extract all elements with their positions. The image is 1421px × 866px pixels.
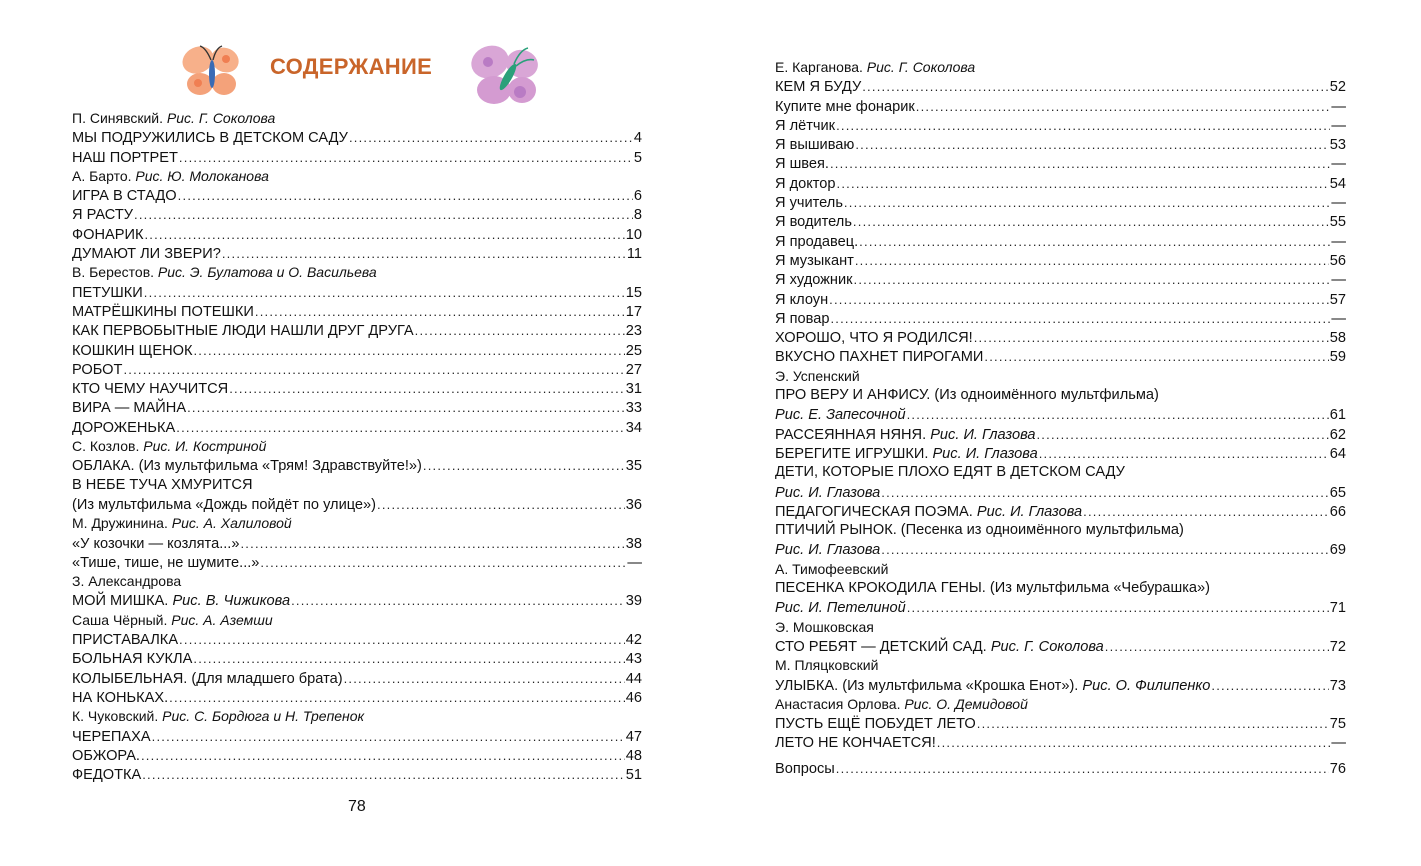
- entry-title: Я доктор: [775, 175, 836, 192]
- entry-title: ПЕДАГОГИЧЕСКАЯ ПОЭМА.: [775, 503, 973, 520]
- toc-entry: [775, 483, 1346, 502]
- illustrator: Рис. А. Халиловой: [171, 515, 292, 532]
- dot-leader: [291, 591, 625, 610]
- page-ref: 15: [625, 284, 642, 301]
- page-ref: 23: [625, 323, 642, 340]
- page-ref: 34: [625, 419, 642, 436]
- dot-leader: [187, 398, 625, 417]
- entry-title: КОШКИН ЩЕНОК: [72, 342, 193, 359]
- toc-entry: [72, 244, 642, 263]
- page-ref: 57: [1329, 291, 1346, 308]
- page-ref: 10: [625, 226, 642, 243]
- entry-title: ВКУСНО ПАХНЕТ ПИРОГАМИ: [775, 349, 984, 366]
- toc-entry: [775, 328, 1346, 347]
- entry-title: В НЕБЕ ТУЧА ХМУРИТСЯ: [72, 476, 253, 493]
- entry-title: МЫ ПОДРУЖИЛИСЬ В ДЕТСКОМ САДУ: [72, 130, 348, 147]
- entry-title: ЧЕРЕПАХА: [72, 728, 151, 745]
- page-ref: 59: [1329, 349, 1346, 366]
- entry-title: Я учитель: [775, 195, 843, 212]
- toc-entry: [72, 225, 642, 244]
- page-ref: 6: [633, 188, 642, 205]
- toc-entry: [72, 746, 642, 765]
- toc-entry: [775, 154, 1346, 173]
- toc-entry: [72, 418, 642, 437]
- entry-title: (Из мультфильма «Дождь пойдёт по улице»): [72, 496, 377, 513]
- dot-leader: [134, 205, 633, 224]
- entry-title: Я водитель: [775, 214, 852, 231]
- entry-title: ДОРОЖЕНЬКА: [72, 419, 176, 436]
- toc-left-column: [72, 109, 642, 784]
- page-ref: 55: [1329, 214, 1346, 231]
- dot-leader: [916, 97, 1331, 116]
- dot-leader: [1083, 502, 1329, 521]
- illustrator: Рис. Е. Запесочной: [775, 407, 906, 424]
- dot-leader: [144, 283, 625, 302]
- entry-title: НАШ ПОРТРЕТ: [72, 149, 178, 166]
- author-name: М. Пляцковский: [775, 657, 879, 674]
- toc-entry: [775, 733, 1346, 752]
- author-name: П. Синявский.: [72, 110, 164, 126]
- toc-entry: [775, 232, 1346, 251]
- toc-entry: [775, 425, 1346, 444]
- entry-title: Я лётчик: [775, 117, 836, 134]
- page-ref: 61: [1329, 407, 1346, 424]
- toc-entry: [775, 714, 1346, 733]
- entry-title: ОБЖОРА.: [72, 747, 140, 764]
- author-line: [775, 560, 1346, 579]
- toc-entry: [72, 553, 642, 572]
- illustrator: Рис. Г. Соколова: [166, 110, 276, 126]
- entry-title: ПЕСЕНКА КРОКОДИЛА ГЕНЫ. (Из мультфильма «Чебурашка»): [775, 580, 1211, 597]
- butterfly-right-icon: [468, 40, 544, 110]
- entry-title: ПРО ВЕРУ И АНФИСУ. (Из одноимённого мультфильма): [775, 387, 1159, 404]
- toc-entry: [72, 669, 642, 688]
- illustrator: Рис. Ю. Молоканова: [135, 167, 269, 184]
- toc-entry: [775, 135, 1346, 154]
- page-ref: 38: [625, 535, 642, 552]
- dot-leader: [1211, 676, 1328, 695]
- entry-title: МОЙ МИШКА.: [72, 593, 169, 610]
- illustrator: Рис. В. Чижикова: [172, 593, 291, 610]
- entry-title: ОБЛАКА. (Из мультфильма «Трям! Здравствуйте!»): [72, 458, 422, 475]
- page-ref: 27: [625, 361, 642, 378]
- dot-leader: [415, 321, 625, 340]
- toc-entry: [72, 321, 642, 340]
- entry-title: ЛЕТО НЕ КОНЧАЕТСЯ!: [775, 735, 936, 752]
- author-line: [72, 109, 642, 128]
- illustrator: Рис. С. Бордюга и Н. Трепенок: [162, 708, 365, 725]
- entry-title: «Тише, тише, не шумите...»: [72, 554, 260, 571]
- page-number: 78: [348, 798, 366, 815]
- toc-entry: [775, 174, 1346, 193]
- toc-entry: [72, 148, 642, 167]
- toc-entry: [72, 630, 642, 649]
- entry-title: ХОРОШО, ЧТО Я РОДИЛСЯ!: [775, 330, 973, 347]
- author-line: [72, 611, 642, 630]
- illustrator: Рис. И. Глазова: [932, 445, 1038, 462]
- illustrator: Рис. Г. Соколова: [866, 59, 976, 75]
- entry-title: ФЕДОТКА: [72, 767, 142, 784]
- dot-leader: [144, 225, 624, 244]
- dot-leader: [240, 534, 624, 553]
- illustrator: Рис. О. Филипенко: [1082, 677, 1211, 694]
- dot-leader: [229, 379, 625, 398]
- left-page: [0, 0, 710, 866]
- illustrator: Рис. Г. Соколова: [990, 638, 1104, 655]
- entry-title: «У козочки — козлята...»: [72, 535, 240, 552]
- dot-leader: [1105, 637, 1329, 656]
- entry-title: ПТИЧИЙ РЫНОК. (Песенка из одноимённого мультфильма): [775, 522, 1184, 539]
- dot-leader: [193, 341, 624, 360]
- illustrator: Рис. И. Глазова: [775, 484, 881, 501]
- entry-title: ВИРА — МАЙНА: [72, 400, 187, 417]
- author-name: Е. Карганова.: [775, 59, 863, 75]
- toc-entry: [72, 456, 642, 475]
- dot-leader: [142, 765, 625, 784]
- page-ref: 33: [625, 400, 642, 417]
- toc-entry: [72, 360, 642, 379]
- toc-right-column: [775, 58, 1346, 778]
- toc-entry: [775, 193, 1346, 212]
- page-ref: 66: [1329, 503, 1346, 520]
- dot-leader: [837, 174, 1329, 193]
- author-name: К. Чуковский.: [72, 708, 159, 725]
- toc-entry: [72, 495, 642, 514]
- dot-leader: [1039, 444, 1329, 463]
- page-ref: 62: [1329, 426, 1346, 443]
- author-line: [775, 656, 1346, 675]
- entry-title: ДЕТИ, КОТОРЫЕ ПЛОХО ЕДЯТ В ДЕТСКОМ САДУ: [775, 464, 1125, 481]
- dot-leader: [974, 328, 1329, 347]
- page-ref: —: [1331, 98, 1346, 115]
- illustrator: Рис. А. Аземши: [171, 611, 273, 628]
- illustrator: Рис. И. Костриной: [143, 438, 267, 455]
- toc-entry: [775, 347, 1346, 366]
- author-line: [72, 572, 642, 591]
- author-name: Анастасия Орлова.: [775, 695, 901, 712]
- page-ref: 69: [1329, 542, 1346, 559]
- entry-title: ПЕТУШКИ: [72, 284, 143, 301]
- dot-leader: [836, 759, 1329, 778]
- page-ref: 52: [1329, 79, 1346, 96]
- entry-title: Вопросы: [775, 760, 835, 777]
- toc-entry: [775, 444, 1346, 463]
- dot-leader: [169, 688, 625, 707]
- illustrator: Рис. И. Глазова: [976, 503, 1083, 520]
- entry-title: ФОНАРИК: [72, 226, 144, 243]
- page-ref: 36: [625, 496, 642, 513]
- toc-entry: [72, 591, 642, 610]
- author-line: [72, 514, 642, 533]
- toc-entry: [72, 186, 642, 205]
- page-ref: 73: [1329, 677, 1346, 694]
- toc-entry: [775, 290, 1346, 309]
- page-ref: 42: [625, 632, 642, 649]
- page-ref: —: [1331, 735, 1346, 752]
- author-line: [775, 58, 1346, 77]
- author-line: [775, 367, 1346, 386]
- entry-title: БОЛЬНАЯ КУКЛА: [72, 651, 193, 668]
- page-ref: 58: [1329, 330, 1346, 347]
- dot-leader: [881, 540, 1328, 559]
- dot-leader: [179, 630, 625, 649]
- page-ref: 53: [1329, 137, 1346, 154]
- toc-entry: [72, 649, 642, 668]
- page-ref: 46: [625, 689, 642, 706]
- toc-entry: [775, 386, 1346, 405]
- dot-leader: [836, 116, 1330, 135]
- toc-entry: [775, 463, 1346, 482]
- dot-leader: [176, 418, 625, 437]
- toc-entry: [72, 476, 642, 495]
- right-page: [710, 0, 1421, 866]
- dot-leader: [1036, 425, 1328, 444]
- toc-entry: [775, 521, 1346, 540]
- toc-entry: [775, 676, 1346, 695]
- author-name: З. Александрова: [72, 573, 182, 590]
- page-ref: 75: [1329, 716, 1346, 733]
- dot-leader: [984, 347, 1328, 366]
- dot-leader: [141, 746, 625, 765]
- dot-leader: [862, 77, 1329, 96]
- entry-title: Я повар: [775, 310, 830, 327]
- dot-leader: [123, 360, 624, 379]
- entry-title: ИГРА В СТАДО: [72, 188, 177, 205]
- dot-leader: [377, 495, 625, 514]
- dot-leader: [853, 212, 1329, 231]
- page-ref: 56: [1329, 252, 1346, 269]
- toc-entry: [775, 309, 1346, 328]
- toc-entry: [72, 379, 642, 398]
- page-ref: 35: [625, 458, 642, 475]
- author-line: [775, 695, 1346, 714]
- entry-title: Я клоун: [775, 291, 829, 308]
- illustrator: Рис. И. Петелиной: [775, 600, 906, 617]
- page-ref: —: [1331, 272, 1346, 289]
- dot-leader: [222, 244, 626, 263]
- toc-entry: [775, 579, 1346, 598]
- page-ref: —: [1331, 195, 1346, 212]
- page-ref: 43: [625, 651, 642, 668]
- toc-entry: [72, 398, 642, 417]
- page-ref: 48: [625, 747, 642, 764]
- dot-leader: [193, 649, 624, 668]
- page-ref: 44: [625, 670, 642, 687]
- dot-leader: [423, 456, 625, 475]
- entry-title: Я вышиваю: [775, 137, 855, 154]
- author-name: Э. Успенский: [775, 367, 860, 384]
- dot-leader: [349, 128, 633, 147]
- dot-leader: [830, 154, 1330, 173]
- author-name: А. Барто.: [72, 167, 132, 184]
- toc-entry: [72, 688, 642, 707]
- toc-entry: [775, 116, 1346, 135]
- entry-title: КАК ПЕРВОБЫТНЫЕ ЛЮДИ НАШЛИ ДРУГ ДРУГА: [72, 323, 414, 340]
- dot-leader: [178, 186, 633, 205]
- entry-title: КОЛЫБЕЛЬНАЯ. (Для младшего брата): [72, 670, 343, 687]
- author-name: В. Берестов.: [72, 264, 155, 281]
- dot-leader: [907, 405, 1329, 424]
- page-ref: 39: [625, 593, 642, 610]
- illustrator: Рис. Э. Булатова и О. Васильева: [157, 264, 377, 281]
- toc-entry: [72, 283, 642, 302]
- dot-leader: [854, 270, 1331, 289]
- entry-title: КЕМ Я БУДУ: [775, 79, 862, 96]
- illustrator: Рис. И. Глазова: [775, 542, 881, 559]
- illustrator: Рис. О. Демидовой: [904, 695, 1028, 712]
- toc-entry: [775, 77, 1346, 96]
- page-ref: 65: [1329, 484, 1346, 501]
- butterfly-left-icon: [180, 42, 244, 102]
- entry-title: ДУМАЮТ ЛИ ЗВЕРИ?: [72, 246, 221, 263]
- entry-title: ПРИСТАВАЛКА: [72, 632, 179, 649]
- toc-entry: [775, 251, 1346, 270]
- toc-entry: [775, 405, 1346, 424]
- dot-leader: [260, 553, 626, 572]
- page-ref: 8: [633, 207, 642, 224]
- dot-leader: [907, 598, 1329, 617]
- toc-entry: [72, 765, 642, 784]
- entry-title: НА КОНЬКАХ.: [72, 689, 169, 706]
- toc-entry: [775, 759, 1346, 778]
- toc-entry: [775, 270, 1346, 289]
- page-ref: —: [1331, 310, 1346, 327]
- entry-title: БЕРЕГИТЕ ИГРУШКИ.: [775, 445, 929, 462]
- toc-entry: [72, 302, 642, 321]
- toc-entry: [775, 97, 1346, 116]
- toc-entry: [775, 637, 1346, 656]
- page-ref: 54: [1329, 175, 1346, 192]
- entry-title: Я РАСТУ: [72, 207, 134, 224]
- dot-leader: [179, 148, 633, 167]
- author-name: М. Дружинина.: [72, 515, 168, 532]
- page-ref: 76: [1329, 760, 1346, 777]
- toc-entry: [775, 502, 1346, 521]
- toc-entry: [775, 540, 1346, 559]
- page-ref: 25: [625, 342, 642, 359]
- entry-title: ПУСТЬ ЕЩЁ ПОБУДЕТ ЛЕТО: [775, 716, 976, 733]
- page-ref: 4: [633, 130, 642, 147]
- author-line: [775, 618, 1346, 637]
- page-ref: 51: [625, 767, 642, 784]
- toc-entry: [775, 598, 1346, 617]
- toc-entry: [72, 534, 642, 553]
- entry-title: Купите мне фонарик: [775, 98, 915, 115]
- dot-leader: [855, 135, 1328, 154]
- page-ref: 17: [625, 303, 642, 320]
- entry-title: СТО РЕБЯТ — ДЕТСКИЙ САД.: [775, 638, 987, 655]
- entry-title: Я продавец.: [775, 233, 859, 250]
- page-ref: 31: [625, 381, 642, 398]
- dot-leader: [255, 302, 625, 321]
- toc-entry: [72, 341, 642, 360]
- dot-leader: [829, 290, 1329, 309]
- page-ref: 5: [633, 149, 642, 166]
- entry-title: КТО ЧЕМУ НАУЧИТСЯ: [72, 381, 229, 398]
- page-ref: 47: [625, 728, 642, 745]
- dot-leader: [977, 714, 1329, 733]
- page-ref: 71: [1329, 600, 1346, 617]
- entry-title: Я художник: [775, 272, 853, 289]
- toc-entry: [72, 205, 642, 224]
- dot-leader: [859, 232, 1330, 251]
- author-name: А. Тимофеевский: [775, 560, 889, 577]
- author-name: Э. Мошковская: [775, 618, 874, 635]
- page-ref: 72: [1329, 638, 1346, 655]
- page-ref: 11: [626, 246, 642, 263]
- entry-title: УЛЫБКА. (Из мультфильма «Крошка Енот»).: [775, 677, 1079, 694]
- author-name: Саша Чёрный.: [72, 611, 168, 628]
- page-ref: —: [1331, 156, 1346, 173]
- author-line: [72, 263, 642, 282]
- entry-title: Я швея.: [775, 156, 829, 173]
- toc-entry: [72, 128, 642, 147]
- dot-leader: [937, 733, 1331, 752]
- page-ref: —: [1331, 233, 1346, 250]
- entry-title: Я музыкант: [775, 252, 854, 269]
- page-ref: —: [627, 554, 642, 571]
- page-ref: 64: [1329, 445, 1346, 462]
- dot-leader: [881, 483, 1328, 502]
- author-name: С. Козлов.: [72, 438, 140, 455]
- toc-entry: [775, 212, 1346, 231]
- page-title: СОДЕРЖАНИЕ: [270, 54, 433, 79]
- dot-leader: [855, 251, 1329, 270]
- dot-leader: [152, 727, 625, 746]
- dot-leader: [830, 309, 1330, 328]
- entry-title: РАССЕЯННАЯ НЯНЯ.: [775, 426, 927, 443]
- author-line: [72, 437, 642, 456]
- dot-leader: [844, 193, 1330, 212]
- entry-title: РОБОТ: [72, 361, 123, 378]
- entry-title: МАТРЁШКИНЫ ПОТЕШКИ: [72, 303, 254, 320]
- author-line: [72, 167, 642, 186]
- toc-entry: [72, 727, 642, 746]
- page-ref: —: [1331, 117, 1346, 134]
- illustrator: Рис. И. Глазова: [930, 426, 1036, 443]
- dot-leader: [344, 669, 625, 688]
- author-line: [72, 707, 642, 726]
